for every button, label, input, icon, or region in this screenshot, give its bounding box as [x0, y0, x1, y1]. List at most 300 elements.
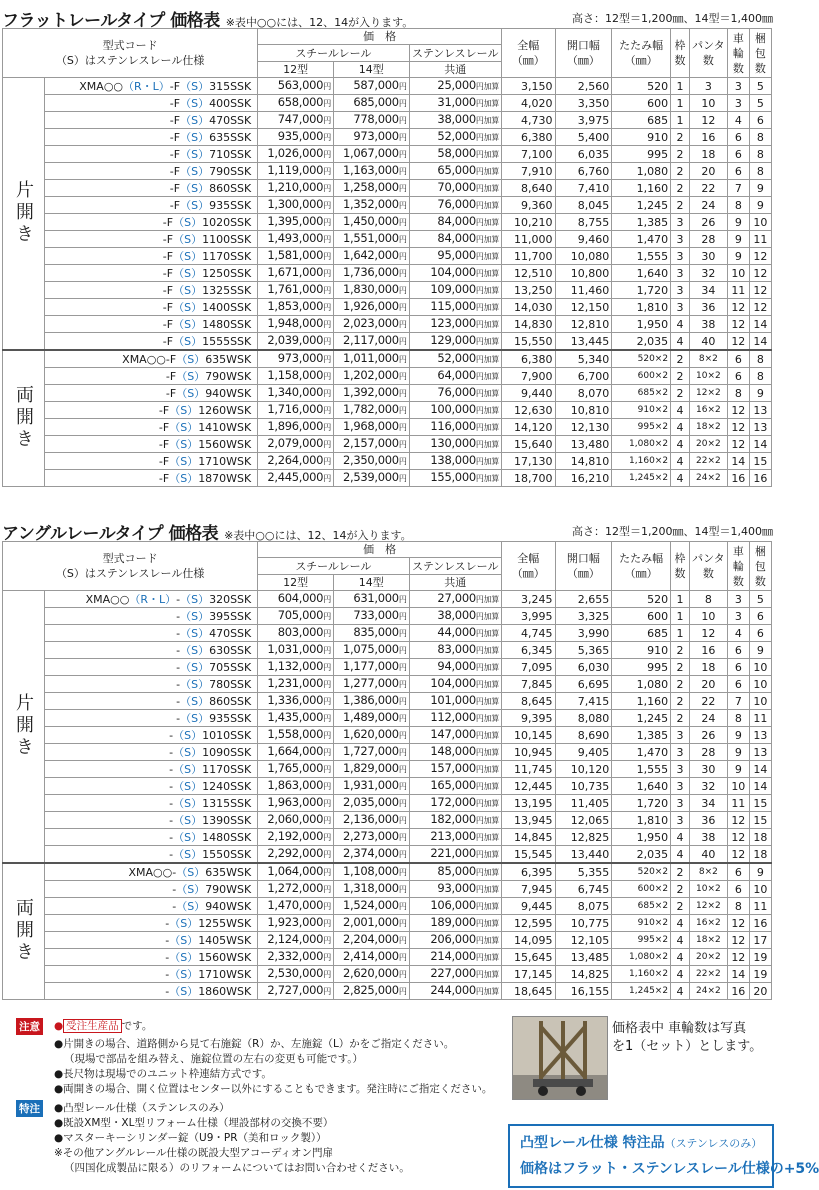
price-stainless-add: 44,000円加算	[409, 625, 501, 642]
total-width: 7,100	[501, 146, 555, 163]
total-width: 18,700	[501, 470, 555, 487]
angle-rail-title: アングルレールタイプ 価格表 ※表中○○には、12、14が入ります。	[2, 524, 412, 544]
table-row	[3, 95, 772, 112]
total-width: 11,745	[501, 761, 555, 778]
pantograph-count: 40	[689, 333, 727, 351]
package-count: 8	[749, 146, 771, 163]
frame-count: 3	[671, 265, 690, 282]
model-code: -F（S）935SSK	[45, 197, 258, 214]
caution-line: ●両開きの場合、開く位置はセンター以外にすることもできます。発注時にご指定ください。	[54, 1083, 493, 1095]
pantograph-count: 10	[689, 95, 727, 112]
folded-width: 1,950	[612, 316, 671, 333]
wheel-count: 6	[727, 642, 749, 659]
folded-width: 1,160×2	[612, 453, 671, 470]
wheel-photo	[512, 1016, 608, 1100]
frame-count: 4	[671, 966, 690, 983]
price-14: 1,829,000円	[333, 761, 409, 778]
folded-header: たたみ幅（㎜）	[612, 542, 671, 591]
table-row	[3, 436, 772, 453]
frame-count: 3	[671, 795, 690, 812]
price-12: 1,853,000円	[258, 299, 334, 316]
wheel-count: 4	[727, 112, 749, 129]
price-12: 1,671,000円	[258, 265, 334, 282]
folded-width: 2,035	[612, 333, 671, 351]
opening-width: 2,560	[555, 78, 612, 95]
folded-width: 995	[612, 659, 671, 676]
stainless-header: ステンレスレール	[409, 558, 501, 574]
notes-section	[0, 1016, 819, 1190]
model-code: XMA○○-（S）635WSK	[45, 863, 258, 881]
model-code: XMA○○（R・L）-F（S）315SSK	[45, 78, 258, 95]
frame-count: 4	[671, 829, 690, 846]
price-12: 1,664,000円	[258, 744, 334, 761]
price-stainless-add: 76,000円加算	[409, 197, 501, 214]
table-row	[3, 299, 772, 316]
frame-count: 3	[671, 231, 690, 248]
price-stainless-add: 76,000円加算	[409, 385, 501, 402]
angle-rail-price-table	[2, 541, 772, 1000]
pantograph-count: 30	[689, 761, 727, 778]
table-row	[3, 231, 772, 248]
price-stainless-add: 148,000円加算	[409, 744, 501, 761]
price-12: 1,761,000円	[258, 282, 334, 299]
price-12: 1,026,000円	[258, 146, 334, 163]
opening-width: 12,105	[555, 932, 612, 949]
table-row	[3, 146, 772, 163]
price-stainless-add: 129,000円加算	[409, 333, 501, 351]
model-code: -（S）1860WSK	[45, 983, 258, 1000]
package-count: 11	[749, 710, 771, 727]
model-code: -（S）1405WSK	[45, 932, 258, 949]
price-stainless-add: 38,000円加算	[409, 608, 501, 625]
price-stainless-add: 138,000円加算	[409, 453, 501, 470]
pantograph-count: 20	[689, 163, 727, 180]
wheel-count: 6	[727, 368, 749, 385]
model-code: -F（S）940WSK	[45, 385, 258, 402]
price-header: 価 格	[258, 542, 502, 558]
total-width: 7,900	[501, 368, 555, 385]
total-width: 12,595	[501, 915, 555, 932]
folded-width: 2,035	[612, 846, 671, 864]
price-stainless-add: 157,000円加算	[409, 761, 501, 778]
opening-width: 8,690	[555, 727, 612, 744]
price-12: 2,292,000円	[258, 846, 334, 864]
folded-width: 685×2	[612, 385, 671, 402]
price-14: 2,157,000円	[333, 436, 409, 453]
frame-count: 2	[671, 180, 690, 197]
model-code: -F（S）1410WSK	[45, 419, 258, 436]
price-14: 1,736,000円	[333, 265, 409, 282]
pantograph-count: 22	[689, 180, 727, 197]
pantograph-count: 16×2	[689, 402, 727, 419]
special-line: （四国化成製品に限る）のリフォームについてはお問い合わせください。	[64, 1162, 410, 1174]
opening-width: 5,365	[555, 642, 612, 659]
price-stainless-add: 65,000円加算	[409, 163, 501, 180]
total-width: 6,345	[501, 642, 555, 659]
opening-width: 6,030	[555, 659, 612, 676]
model-code: -F（S）1555SSK	[45, 333, 258, 351]
total-width: 9,440	[501, 385, 555, 402]
folded-width: 685×2	[612, 898, 671, 915]
opening-width: 5,340	[555, 350, 612, 368]
width-header: 全幅（㎜）	[501, 542, 555, 591]
opening-width: 3,325	[555, 608, 612, 625]
price-14: 1,620,000円	[333, 727, 409, 744]
total-width: 15,550	[501, 333, 555, 351]
package-count: 5	[749, 95, 771, 112]
total-width: 14,120	[501, 419, 555, 436]
total-width: 17,145	[501, 966, 555, 983]
frame-count: 1	[671, 591, 690, 608]
price-12: 747,000円	[258, 112, 334, 129]
price-stainless-add: 38,000円加算	[409, 112, 501, 129]
opening-width: 13,445	[555, 333, 612, 351]
price-12: 2,530,000円	[258, 966, 334, 983]
table-row	[3, 608, 772, 625]
wheels-header: 車輪数	[727, 29, 749, 78]
opening-width: 8,755	[555, 214, 612, 231]
model-code: -F（S）470SSK	[45, 112, 258, 129]
caution-tag: 注意	[16, 1018, 43, 1035]
folded-width: 1,080	[612, 676, 671, 693]
folded-width: 1,080	[612, 163, 671, 180]
package-count: 13	[749, 402, 771, 419]
wheel-count: 12	[727, 436, 749, 453]
price-12: 1,581,000円	[258, 248, 334, 265]
wheel-count: 12	[727, 316, 749, 333]
frame-count: 4	[671, 453, 690, 470]
price-stainless-add: 104,000円加算	[409, 265, 501, 282]
table-row	[3, 453, 772, 470]
price-stainless-add: 83,000円加算	[409, 642, 501, 659]
price-12: 2,192,000円	[258, 829, 334, 846]
wheel-count: 4	[727, 625, 749, 642]
total-width: 13,195	[501, 795, 555, 812]
table-row	[3, 591, 772, 608]
package-count: 20	[749, 983, 771, 1000]
wheel-count: 6	[727, 863, 749, 881]
folded-header: たたみ幅（㎜）	[612, 29, 671, 78]
package-count: 8	[749, 350, 771, 368]
price-12: 563,000円	[258, 78, 334, 95]
special-line: ●凸型レール仕様（ステンレスのみ）	[54, 1102, 230, 1114]
model-code: -（S）1170SSK	[45, 761, 258, 778]
model-code: -（S）1255WSK	[45, 915, 258, 932]
frame-count: 4	[671, 846, 690, 864]
price-12: 2,264,000円	[258, 453, 334, 470]
caution-line: （現場で部品を組み替え、施錠位置の左右の変更も可能です。）	[64, 1053, 364, 1065]
table-row	[3, 829, 772, 846]
price-stainless-add: 244,000円加算	[409, 983, 501, 1000]
frame-count: 4	[671, 333, 690, 351]
frame-count: 3	[671, 761, 690, 778]
wheel-count: 12	[727, 333, 749, 351]
table-row	[3, 350, 772, 368]
package-count: 17	[749, 932, 771, 949]
table-row	[3, 282, 772, 299]
model-code: -F（S）790WSK	[45, 368, 258, 385]
pantograph-count: 24	[689, 710, 727, 727]
frame-count: 1	[671, 78, 690, 95]
price-stainless-add: 189,000円加算	[409, 915, 501, 932]
model-code: -F（S）790SSK	[45, 163, 258, 180]
pantograph-count: 28	[689, 744, 727, 761]
price-14: 1,727,000円	[333, 744, 409, 761]
total-width: 12,510	[501, 265, 555, 282]
frame-count: 4	[671, 436, 690, 453]
package-count: 12	[749, 282, 771, 299]
wheel-count: 6	[727, 659, 749, 676]
opening-width: 8,045	[555, 197, 612, 214]
pantograph-count: 34	[689, 282, 727, 299]
pantograph-count: 16	[689, 642, 727, 659]
folded-width: 1,470	[612, 744, 671, 761]
opening-width: 7,410	[555, 180, 612, 197]
price-14: 1,489,000円	[333, 710, 409, 727]
model-code: -F（S）1480SSK	[45, 316, 258, 333]
model-code: -F（S）400SSK	[45, 95, 258, 112]
model-code: -F（S）710SSK	[45, 146, 258, 163]
price-14: 587,000円	[333, 78, 409, 95]
pantograph-count: 38	[689, 829, 727, 846]
model-code: XMA○○（R・L）-（S）320SSK	[45, 591, 258, 608]
opening-width: 9,405	[555, 744, 612, 761]
price-14: 1,177,000円	[333, 659, 409, 676]
table-row	[3, 419, 772, 436]
package-count: 10	[749, 693, 771, 710]
table-row	[3, 333, 772, 351]
price-12: 1,558,000円	[258, 727, 334, 744]
price-stainless-add: 104,000円加算	[409, 676, 501, 693]
opening-width: 12,810	[555, 316, 612, 333]
wheel-count: 10	[727, 778, 749, 795]
width-header: 全幅（㎜）	[501, 29, 555, 78]
package-count: 14	[749, 761, 771, 778]
pantograph-count: 18	[689, 659, 727, 676]
frame-count: 4	[671, 402, 690, 419]
folded-width: 1,245	[612, 710, 671, 727]
caution-line-order: ● 受注生産品 です。	[54, 1020, 153, 1032]
opening-width: 6,695	[555, 676, 612, 693]
frame-count: 2	[671, 368, 690, 385]
wheel-count: 7	[727, 180, 749, 197]
model-code: -F（S）1400SSK	[45, 299, 258, 316]
price-stainless-add: 64,000円加算	[409, 368, 501, 385]
total-width: 12,445	[501, 778, 555, 795]
price-12: 705,000円	[258, 608, 334, 625]
price-stainless-add: 109,000円加算	[409, 282, 501, 299]
opening-width: 10,080	[555, 248, 612, 265]
table-row	[3, 214, 772, 231]
wheel-count: 6	[727, 350, 749, 368]
frame-count: 4	[671, 419, 690, 436]
price-14: 1,163,000円	[333, 163, 409, 180]
wheel-count: 12	[727, 402, 749, 419]
package-count: 8	[749, 129, 771, 146]
price-stainless-add: 31,000円加算	[409, 95, 501, 112]
package-count: 13	[749, 727, 771, 744]
table-row	[3, 625, 772, 642]
frame-count: 2	[671, 146, 690, 163]
table-row	[3, 402, 772, 419]
table-row	[3, 898, 772, 915]
wheel-count: 12	[727, 829, 749, 846]
table-row	[3, 727, 772, 744]
angle-rail-section	[0, 519, 781, 1000]
common-header: 共通	[409, 574, 501, 590]
model-code: -F（S）1170SSK	[45, 248, 258, 265]
frame-count: 3	[671, 282, 690, 299]
wheel-count: 8	[727, 898, 749, 915]
total-width: 11,000	[501, 231, 555, 248]
folded-width: 1,080×2	[612, 949, 671, 966]
model-code: -F（S）1020SSK	[45, 214, 258, 231]
code-header: 型式コード （S）はステンレスレール仕様	[3, 542, 258, 591]
model-code: -（S）780SSK	[45, 676, 258, 693]
frame-count: 4	[671, 983, 690, 1000]
price-stainless-add: 182,000円加算	[409, 812, 501, 829]
folded-width: 1,720	[612, 795, 671, 812]
frame-count: 2	[671, 863, 690, 881]
pantograph-count: 12	[689, 625, 727, 642]
pantograph-count: 18×2	[689, 932, 727, 949]
pantograph-count: 20×2	[689, 949, 727, 966]
folded-width: 1,385	[612, 727, 671, 744]
total-width: 7,910	[501, 163, 555, 180]
wheel-count: 6	[727, 163, 749, 180]
price-stainless-add: 94,000円加算	[409, 659, 501, 676]
convex-rail-subtitle: （ステンレスのみ）	[664, 1137, 763, 1150]
price-12: 973,000円	[258, 350, 334, 368]
wheel-count: 11	[727, 795, 749, 812]
frame-count: 4	[671, 316, 690, 333]
price-12: 1,210,000円	[258, 180, 334, 197]
price-12: 1,336,000円	[258, 693, 334, 710]
frame-count: 3	[671, 812, 690, 829]
model-code: -（S）1315SSK	[45, 795, 258, 812]
pantograph-count: 10	[689, 608, 727, 625]
price-14: 1,931,000円	[333, 778, 409, 795]
folded-width: 995×2	[612, 932, 671, 949]
price-12: 1,493,000円	[258, 231, 334, 248]
package-count: 18	[749, 846, 771, 864]
price-12: 1,272,000円	[258, 881, 334, 898]
wheel-count: 16	[727, 470, 749, 487]
wheel-count: 8	[727, 197, 749, 214]
total-width: 15,640	[501, 436, 555, 453]
total-width: 7,845	[501, 676, 555, 693]
price-14: 733,000円	[333, 608, 409, 625]
folded-width: 1,640	[612, 265, 671, 282]
total-width: 13,250	[501, 282, 555, 299]
pantograph-count: 32	[689, 778, 727, 795]
package-count: 9	[749, 197, 771, 214]
double-swing-label: 両開き	[3, 863, 45, 1000]
model-code: -（S）1010SSK	[45, 727, 258, 744]
folded-width: 1,160×2	[612, 966, 671, 983]
frame-count: 3	[671, 214, 690, 231]
price-stainless-add: 52,000円加算	[409, 350, 501, 368]
single-swing-label: 片開き	[3, 78, 45, 351]
price-14: 1,011,000円	[333, 350, 409, 368]
price-14: 2,825,000円	[333, 983, 409, 1000]
price-stainless-add: 115,000円加算	[409, 299, 501, 316]
folded-width: 1,245	[612, 197, 671, 214]
type12-header: 12型	[258, 61, 334, 77]
price-12: 1,896,000円	[258, 419, 334, 436]
flat-rail-note: ※表中○○には、12、14が入ります。	[225, 16, 414, 29]
opening-width: 6,035	[555, 146, 612, 163]
flat-rail-section	[0, 6, 781, 487]
package-count: 13	[749, 744, 771, 761]
model-code: -（S）1480SSK	[45, 829, 258, 846]
folded-width: 1,160	[612, 693, 671, 710]
wheel-count: 14	[727, 966, 749, 983]
price-14: 2,136,000円	[333, 812, 409, 829]
price-12: 1,963,000円	[258, 795, 334, 812]
model-code: -（S）1240SSK	[45, 778, 258, 795]
price-header: 価 格	[258, 29, 502, 45]
opening-width: 11,460	[555, 282, 612, 299]
model-code: -F（S）635SSK	[45, 129, 258, 146]
frame-count: 2	[671, 659, 690, 676]
double-swing-label: 両開き	[3, 350, 45, 487]
price-stainless-add: 221,000円加算	[409, 846, 501, 864]
frame-count: 2	[671, 710, 690, 727]
price-14: 631,000円	[333, 591, 409, 608]
pantograph-count: 38	[689, 316, 727, 333]
price-12: 2,039,000円	[258, 333, 334, 351]
frame-count: 4	[671, 915, 690, 932]
opening-width: 13,440	[555, 846, 612, 864]
package-count: 9	[749, 385, 771, 402]
total-width: 12,630	[501, 402, 555, 419]
package-count: 12	[749, 248, 771, 265]
frames-header: 枠数	[671, 29, 690, 78]
wheel-count: 10	[727, 265, 749, 282]
total-width: 14,095	[501, 932, 555, 949]
pantograph-count: 32	[689, 265, 727, 282]
total-width: 11,700	[501, 248, 555, 265]
flat-rail-height-note: 高さ：12型＝1,200㎜、14型＝1,400㎜	[572, 12, 773, 25]
total-width: 9,360	[501, 197, 555, 214]
package-count: 11	[749, 231, 771, 248]
total-width: 4,730	[501, 112, 555, 129]
package-count: 15	[749, 812, 771, 829]
price-12: 1,435,000円	[258, 710, 334, 727]
stainless-header: ステンレスレール	[409, 45, 501, 61]
frame-count: 4	[671, 932, 690, 949]
total-width: 3,245	[501, 591, 555, 608]
frame-count: 3	[671, 248, 690, 265]
convex-rail-body: 価格はフラット・ステンレスレール仕様の+5%	[520, 1161, 819, 1177]
model-code: -F（S）1100SSK	[45, 231, 258, 248]
opening-width: 10,735	[555, 778, 612, 795]
model-code: XMA○○-F（S）635WSK	[45, 350, 258, 368]
price-14: 1,642,000円	[333, 248, 409, 265]
wheel-count: 3	[727, 95, 749, 112]
table-row	[3, 915, 772, 932]
pantograph-count: 3	[689, 78, 727, 95]
package-count: 14	[749, 436, 771, 453]
wheel-count: 9	[727, 744, 749, 761]
price-stainless-add: 165,000円加算	[409, 778, 501, 795]
frame-count: 2	[671, 881, 690, 898]
opening-width: 14,810	[555, 453, 612, 470]
wheel-count: 8	[727, 710, 749, 727]
frame-count: 2	[671, 129, 690, 146]
pantograph-count: 36	[689, 812, 727, 829]
